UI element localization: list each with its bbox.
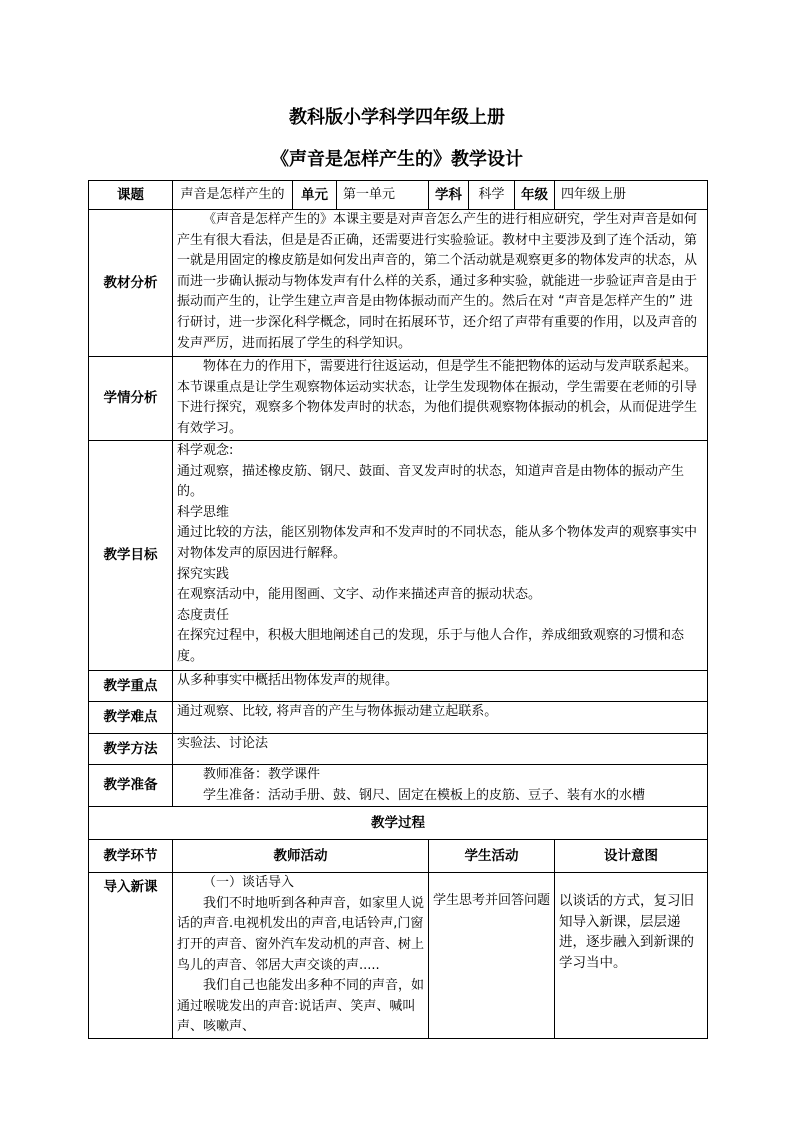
objective-text-concept: 通过观察，描述橡皮筋、钢尺、鼓面、音叉发声时的状态，知道声音是由物体的振动产生的。: [177, 463, 685, 500]
topic-label: 课题: [89, 181, 173, 210]
objective-heading-practice: 探究实践: [177, 566, 230, 582]
subject-label: 学科: [429, 181, 469, 210]
process-title-row: [89, 807, 708, 840]
intro-teacher-heading: （一）谈话导入: [203, 875, 295, 891]
intro-stage: 导入新课: [89, 873, 173, 1039]
key-points-row: [89, 671, 708, 702]
key-points-text: 从多种事实中概括出物体发声的规律。: [173, 671, 708, 702]
objectives-label: 教学目标: [89, 441, 173, 671]
material-analysis-label: 教材分析: [89, 210, 173, 357]
methods-label: 教学方法: [89, 734, 173, 765]
intro-teacher-paragraph1: 我们不时地听到各种声音，如家里人说话的声音.电视机发出的声音,电话铃声,门窗打开的声音、窗外汽车发动机的声音、树上鸟儿的声音、邻居大声交谈的声.....: [177, 895, 425, 973]
grade-value: 四年级上册: [555, 181, 708, 210]
key-points-label: 教学重点: [89, 671, 173, 702]
document-title-line2: 《声音是怎样产生的》教学设计: [271, 149, 523, 170]
methods-row: [89, 734, 708, 765]
header-design-intent: 设计意图: [555, 840, 708, 873]
objective-heading-thinking: 科学思维: [177, 504, 230, 520]
material-analysis-row: [89, 210, 708, 357]
process-header-row: [89, 840, 708, 873]
difficulties-label: 教学难点: [89, 702, 173, 734]
preparation-student: 学生准备：活动手册、鼓、钢尺、固定在模板上的皮筋、豆子、装有水的水槽: [203, 787, 646, 803]
difficulties-text: 通过观察、比较, 将声音的产生与物体振动建立起联系。: [173, 702, 708, 734]
preparation-label: 教学准备: [89, 765, 173, 807]
material-analysis-text: 《声音是怎样产生的》本课主要是对声音怎么产生的进行相应研究，学生对声音是如何产生有很大看法，但是是否正确，还需要进行实验验证。教材中主要涉及到了连个活动，第一就是用固定的橡皮筋是如何发出声音的，第二个活动就是观察更多的物体发声的状态，从而进一步确认振动与物体发声有什么样的关系，通过多种实验，就能进一步验证声音是由于振动而产生的，让学生建立声音是由物体振动而产生的。然后在对 “声音是怎样产生的” 进行研讨，进一步深化科学概念，同时在拓展环节，还介绍了声带有重要的作用，以及声音的发声严厉，进而拓展了学生的科学知识。: [177, 212, 698, 351]
header-student-activity: 学生活动: [429, 840, 555, 873]
process-title: 教学过程: [89, 807, 708, 840]
info-row: [89, 181, 708, 210]
unit-value: 第一单元: [337, 181, 429, 210]
preparation-teacher: 教师准备：教学课件: [203, 767, 321, 782]
methods-text: 实验法、讨论法: [173, 734, 708, 765]
intro-teacher-paragraph2: 我们自己也能发出多种不同的声音，如通过喉咙发出的声音:说话声、笑声、喊叫声、咳嗽声、: [177, 978, 425, 1035]
student-analysis-text: 物体在力的作用下，需要进行往返运动，但是学生不能把物体的运动与发声联系起来。本节课重点是让学生观察物体运动实状态，让学生发现物体在振动，学生需要在老师的引导下进行探究，观察多个物体发声时的状态，为他们提供观察物体振动的机会，从而促进学生有效学习。: [177, 359, 698, 436]
lesson-plan-table: [88, 180, 708, 1039]
document-title-line1: 教科版小学科学四年级上册: [289, 107, 505, 128]
intro-design-intent: 以谈话的方式，复习旧知导入新课，层层递进，逐步融入到新课的学习当中。: [555, 873, 708, 1039]
objective-text-practice: 在观察活动中，能用图画、文字、动作来描述声音的振动状态。: [177, 587, 542, 603]
preparation-row: [89, 765, 708, 807]
objective-heading-attitude: 态度责任: [177, 607, 230, 623]
objectives-row: [89, 441, 708, 671]
objective-text-attitude: 在探究过程中，积极大胆地阐述自己的发现，乐于与他人合作，养成细致观察的习惯和态度。: [177, 628, 685, 664]
intro-row: [89, 873, 708, 1039]
subject-value: 科学: [469, 181, 515, 210]
unit-label: 单元: [293, 181, 337, 210]
objective-heading-concept: 科学观念:: [177, 443, 234, 458]
objective-text-thinking: 通过比较的方法，能区别物体发声和不发声时的不同状态，能从多个物体发声的观察事实中对物体发声的原因进行解释。: [177, 525, 698, 561]
header-teacher-activity: 教师活动: [173, 840, 429, 873]
topic-value: 声音是怎样产生的: [173, 181, 293, 210]
intro-student-activity: 学生思考并回答问题: [429, 873, 555, 1039]
student-analysis-row: [89, 357, 708, 441]
student-analysis-label: 学情分析: [89, 357, 173, 441]
grade-label: 年级: [515, 181, 555, 210]
difficulties-row: [89, 702, 708, 734]
header-stage: 教学环节: [89, 840, 173, 873]
